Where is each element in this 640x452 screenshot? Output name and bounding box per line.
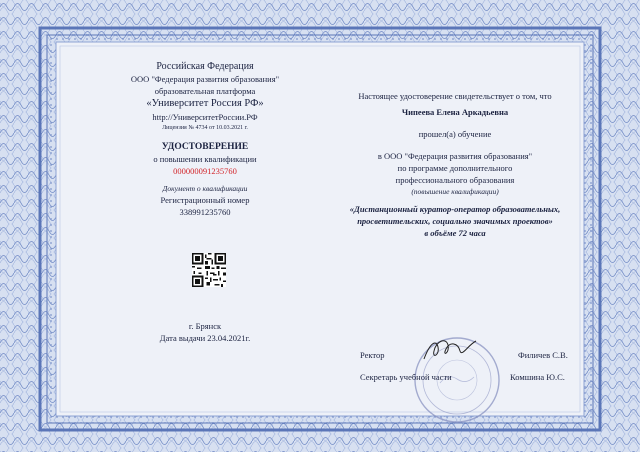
left-column [60,60,350,218]
intro-text: Настоящее удостоверение свидетельствует о том, что [358,91,552,101]
program-line-1: по программе дополнительного [397,163,513,173]
license-number: Лицензия № 4734 от 10.03.2021 г. [162,125,248,131]
recipient-name: Чипеева Елена Аркадьевна [401,107,509,117]
organization: ООО "Федерация развития образования" [130,74,280,84]
secretary-role: Секретарь учебной части [360,372,452,382]
registration-number: 338991235760 [179,207,231,217]
training-organization: в ООО "Федерация развития образования" [377,151,533,161]
course-title-line-1: «Дистанционный куратор-оператор образовательных, [349,204,561,214]
document-subtitle: о повышении квалификации [153,154,257,164]
rector-role: Ректор [360,350,385,360]
secretary-name: Комшина Ю.С. [510,372,565,382]
issue-info [60,320,350,344]
qr-code [192,253,226,287]
issue-date: Дата выдачи 23.04.2021г. [159,333,251,343]
secretary-row [360,372,452,382]
country: Российская Федерация [156,61,254,72]
website-url: http://УниверситетРоссии.РФ [152,112,258,122]
course-title-line-2: просветительских, социально значимых проектов» [357,216,553,226]
secretary-name-row [510,372,565,382]
platform-name: «Университет Россия РФ» [146,98,264,109]
rector-name-row [518,350,568,360]
rector-name: Филичев С.В. [518,350,568,360]
completed-training: прошел(а) обучение [418,129,492,139]
document-type-caption: Документ о квалификации [162,184,248,193]
document-number: 000000091235760 [173,166,237,176]
rector-signature [420,333,480,365]
program-caption: (повышение квалификации) [411,187,499,196]
rector-row [360,350,385,360]
registration-caption: Регистрационный номер [160,195,250,205]
platform-caption: образовательная платформа [154,86,256,96]
city: г. Брянск [188,321,222,331]
course-hours: в объёме 72 часа [424,228,486,238]
document-title: УДОСТОВЕРЕНИЕ [161,142,249,152]
program-line-2: профессионального образования [395,175,515,185]
right-column [330,90,580,239]
